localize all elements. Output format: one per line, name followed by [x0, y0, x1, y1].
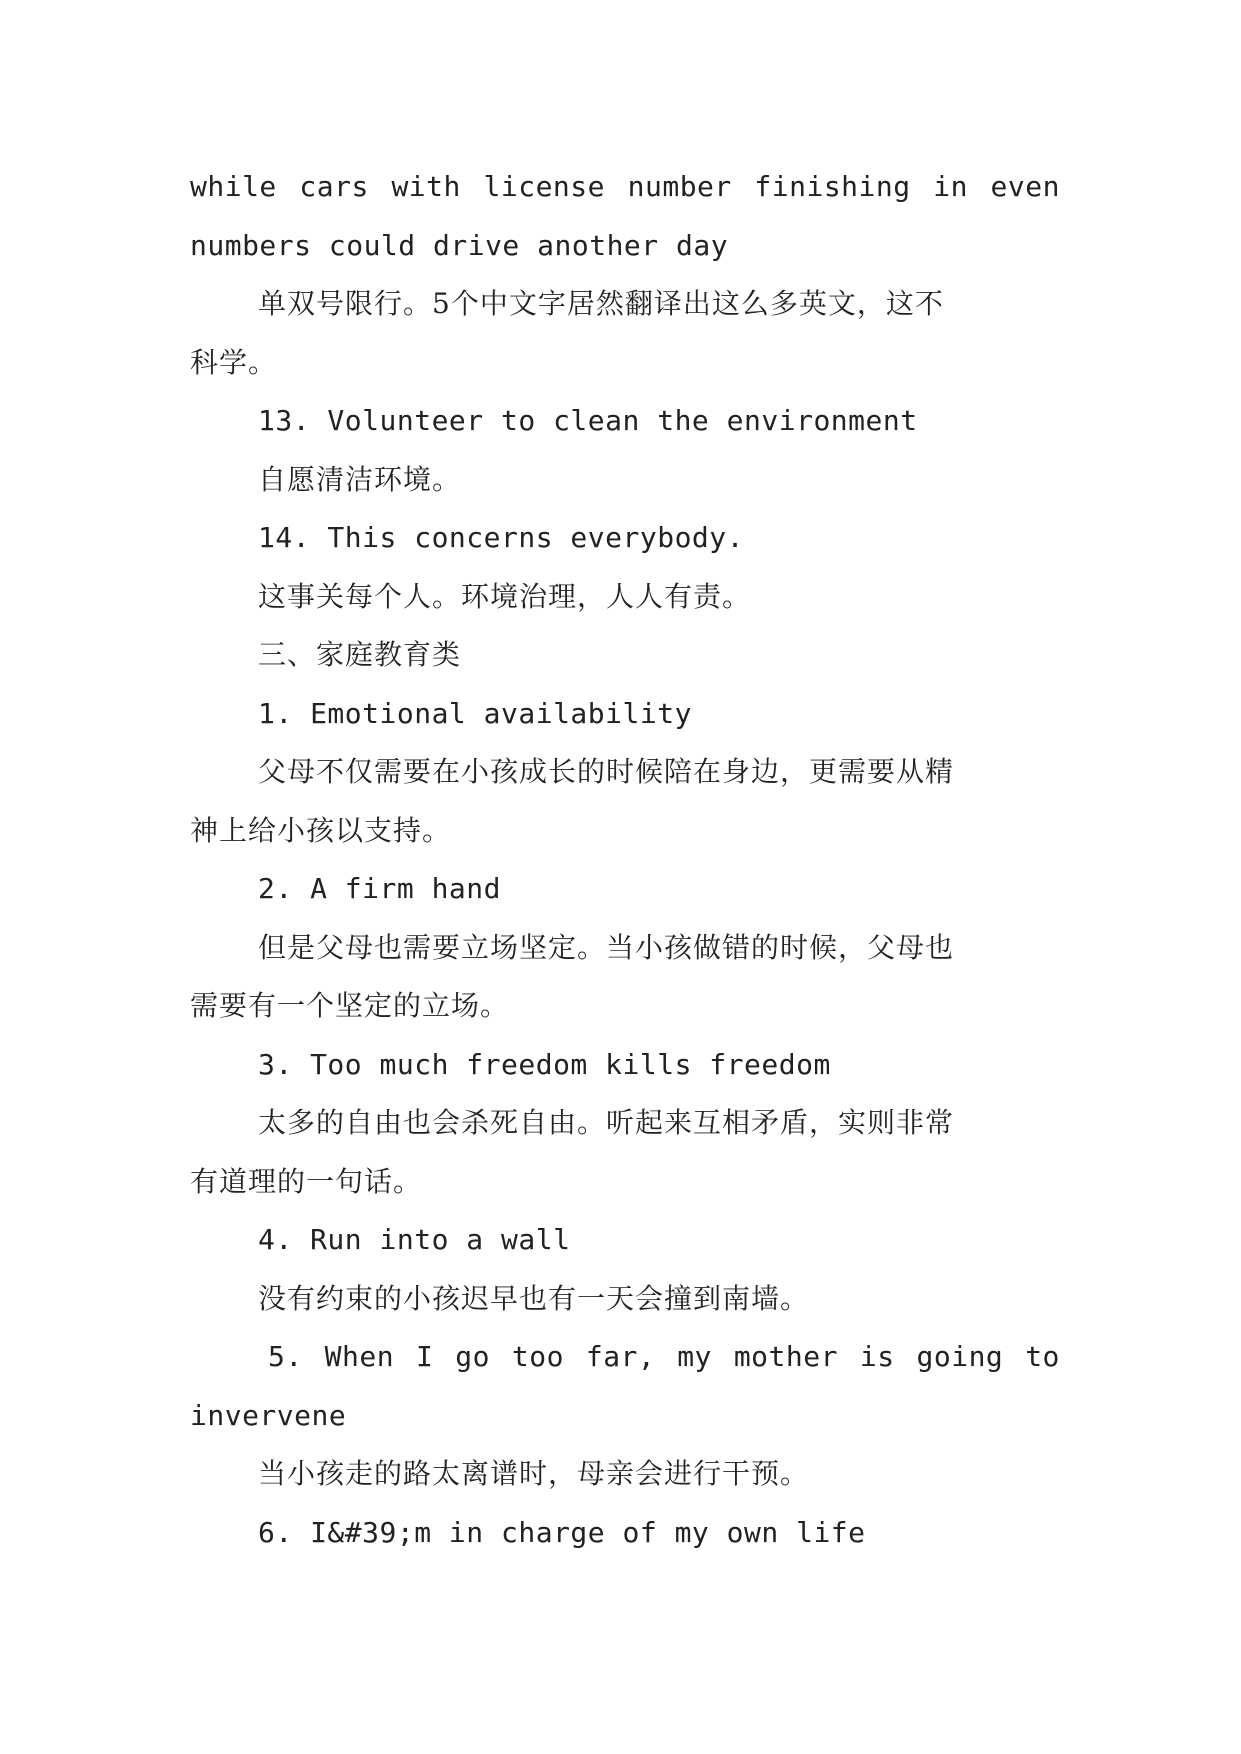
word: number: [627, 170, 732, 203]
item-heading-13: 13. Volunteer to clean the environment: [258, 404, 918, 437]
item-heading-2: 2. A firm hand: [258, 872, 502, 905]
word: is: [859, 1340, 895, 1373]
word: in: [933, 170, 968, 203]
word: too: [511, 1340, 564, 1373]
word: I: [415, 1340, 434, 1373]
text-line-23: 当小孩走的路太离谱时，母亲会进行干预。: [258, 1457, 810, 1490]
word: even: [990, 170, 1060, 203]
word: while: [190, 170, 277, 203]
item-heading-14: 14. This concerns everybody.: [258, 521, 745, 554]
word: with: [391, 170, 461, 203]
text-line-18: 有道理的一句话。: [190, 1164, 423, 1198]
text-line-22: invervene: [190, 1398, 347, 1432]
word: license: [483, 170, 606, 203]
document-page: [190, 158, 1060, 1562]
word: go: [455, 1340, 490, 1373]
word: to: [1025, 1340, 1060, 1373]
text-line-17: 太多的自由也会杀死自由。听起来互相矛盾，实则非常: [258, 1106, 955, 1139]
text-line-12: 神上给小孩以支持。: [190, 813, 452, 847]
item-heading-3: 3. Too much freedom kills freedom: [258, 1047, 831, 1081]
word: When: [324, 1340, 395, 1373]
text-line-1: [190, 158, 1060, 217]
text-line-14: 但是父母也需要立场坚定。当小孩做错的时候，父母也: [258, 930, 955, 964]
item-heading-6: 6. I&#39;m in charge of my own life: [258, 1515, 866, 1549]
word: 5.: [268, 1340, 303, 1373]
text-line-6: 自愿清洁环境。: [258, 462, 462, 496]
word: far,: [585, 1340, 656, 1373]
item-heading-1: 1. Emotional availability: [258, 696, 692, 730]
word: going: [916, 1340, 1004, 1373]
word: my: [677, 1340, 712, 1373]
word: mother: [733, 1340, 838, 1373]
text-line-4: 科学。: [190, 345, 278, 379]
text-line-15: 需要有一个坚定的立场。: [190, 989, 510, 1022]
text-line-8: 这事关每个人。环境治理，人人有责。: [258, 579, 752, 613]
word: cars: [299, 170, 369, 203]
text-line-3: 单双号限行。5个中文字居然翻译出这么多英文，这不: [258, 287, 944, 320]
text-line-11: 父母不仅需要在小孩成长的时候陪在身边，更需要从精: [258, 755, 955, 788]
item-heading-5: [190, 1328, 1060, 1387]
word: finishing: [754, 170, 911, 203]
item-heading-4: 4. Run into a wall: [258, 1223, 571, 1256]
text-line-20: 没有约束的小孩迟早也有一天会撞到南墙。: [258, 1281, 810, 1315]
text-line-2: numbers could drive another day: [190, 228, 729, 262]
section-heading: 三、家庭教育类: [258, 638, 462, 671]
